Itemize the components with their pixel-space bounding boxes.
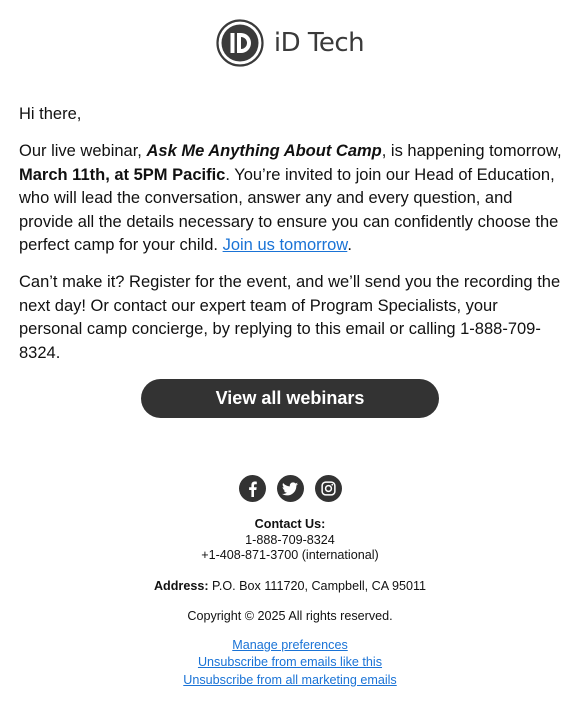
- brand-name: iD Tech: [273, 28, 365, 58]
- unsubscribe-all-link[interactable]: Unsubscribe from all marketing emails: [183, 672, 397, 687]
- unsubscribe-similar-link[interactable]: Unsubscribe from emails like this: [197, 655, 383, 670]
- text-segment: Our live webinar,: [19, 142, 147, 161]
- cta-container: [0, 379, 580, 418]
- address-value: P.O. Box 111720, Campbell, CA 95011: [212, 578, 427, 593]
- webinar-paragraph: [19, 140, 565, 257]
- twitter-link[interactable]: [277, 475, 304, 502]
- webinar-title: Ask Me Anything About Camp: [146, 142, 382, 161]
- facebook-icon: [245, 481, 259, 497]
- address-label: Address:: [153, 578, 209, 593]
- webinar-date: March 11th, at 5PM Pacific: [19, 165, 226, 184]
- text-segment: , is happening tomorrow,: [381, 142, 562, 161]
- header-logo[interactable]: [0, 19, 580, 67]
- view-all-webinars-button[interactable]: View all webinars: [141, 379, 439, 418]
- twitter-icon: [282, 482, 298, 496]
- text-segment: . You’re invited to join our Head of Education, who will lead the conversation, answer any and every question, and provide all the details necessary to ensure you can confidently choose the perfect camp for your child.: [19, 165, 559, 255]
- greeting: Hi there,: [19, 105, 82, 123]
- contact-label: Contact Us:: [254, 517, 326, 531]
- contact-phone-international: +1-408-871-3700 (international): [201, 548, 379, 563]
- join-us-link[interactable]: Join us tomorrow: [222, 236, 348, 255]
- instagram-icon: [321, 481, 336, 496]
- manage-preferences-link[interactable]: Manage preferences: [232, 637, 348, 652]
- social-links: [0, 475, 580, 502]
- email-body: [19, 103, 565, 379]
- contact-phone: 1-888-709-8324: [245, 532, 335, 547]
- text-segment: .: [347, 236, 352, 255]
- facebook-link[interactable]: [239, 475, 266, 502]
- register-paragraph: Can’t make it? Register for the event, and we’ll send you the recording the next day! Or contact our expert team of Program Specialists, your personal camp concierge, by replying to this email or calling 1-888-709-8324.: [19, 273, 561, 362]
- footer: [0, 517, 580, 689]
- copyright: Copyright © 2025 All rights reserved.: [187, 609, 393, 624]
- id-tech-logo-icon: [216, 19, 264, 67]
- address-line: [0, 579, 580, 595]
- instagram-link[interactable]: [315, 475, 342, 502]
